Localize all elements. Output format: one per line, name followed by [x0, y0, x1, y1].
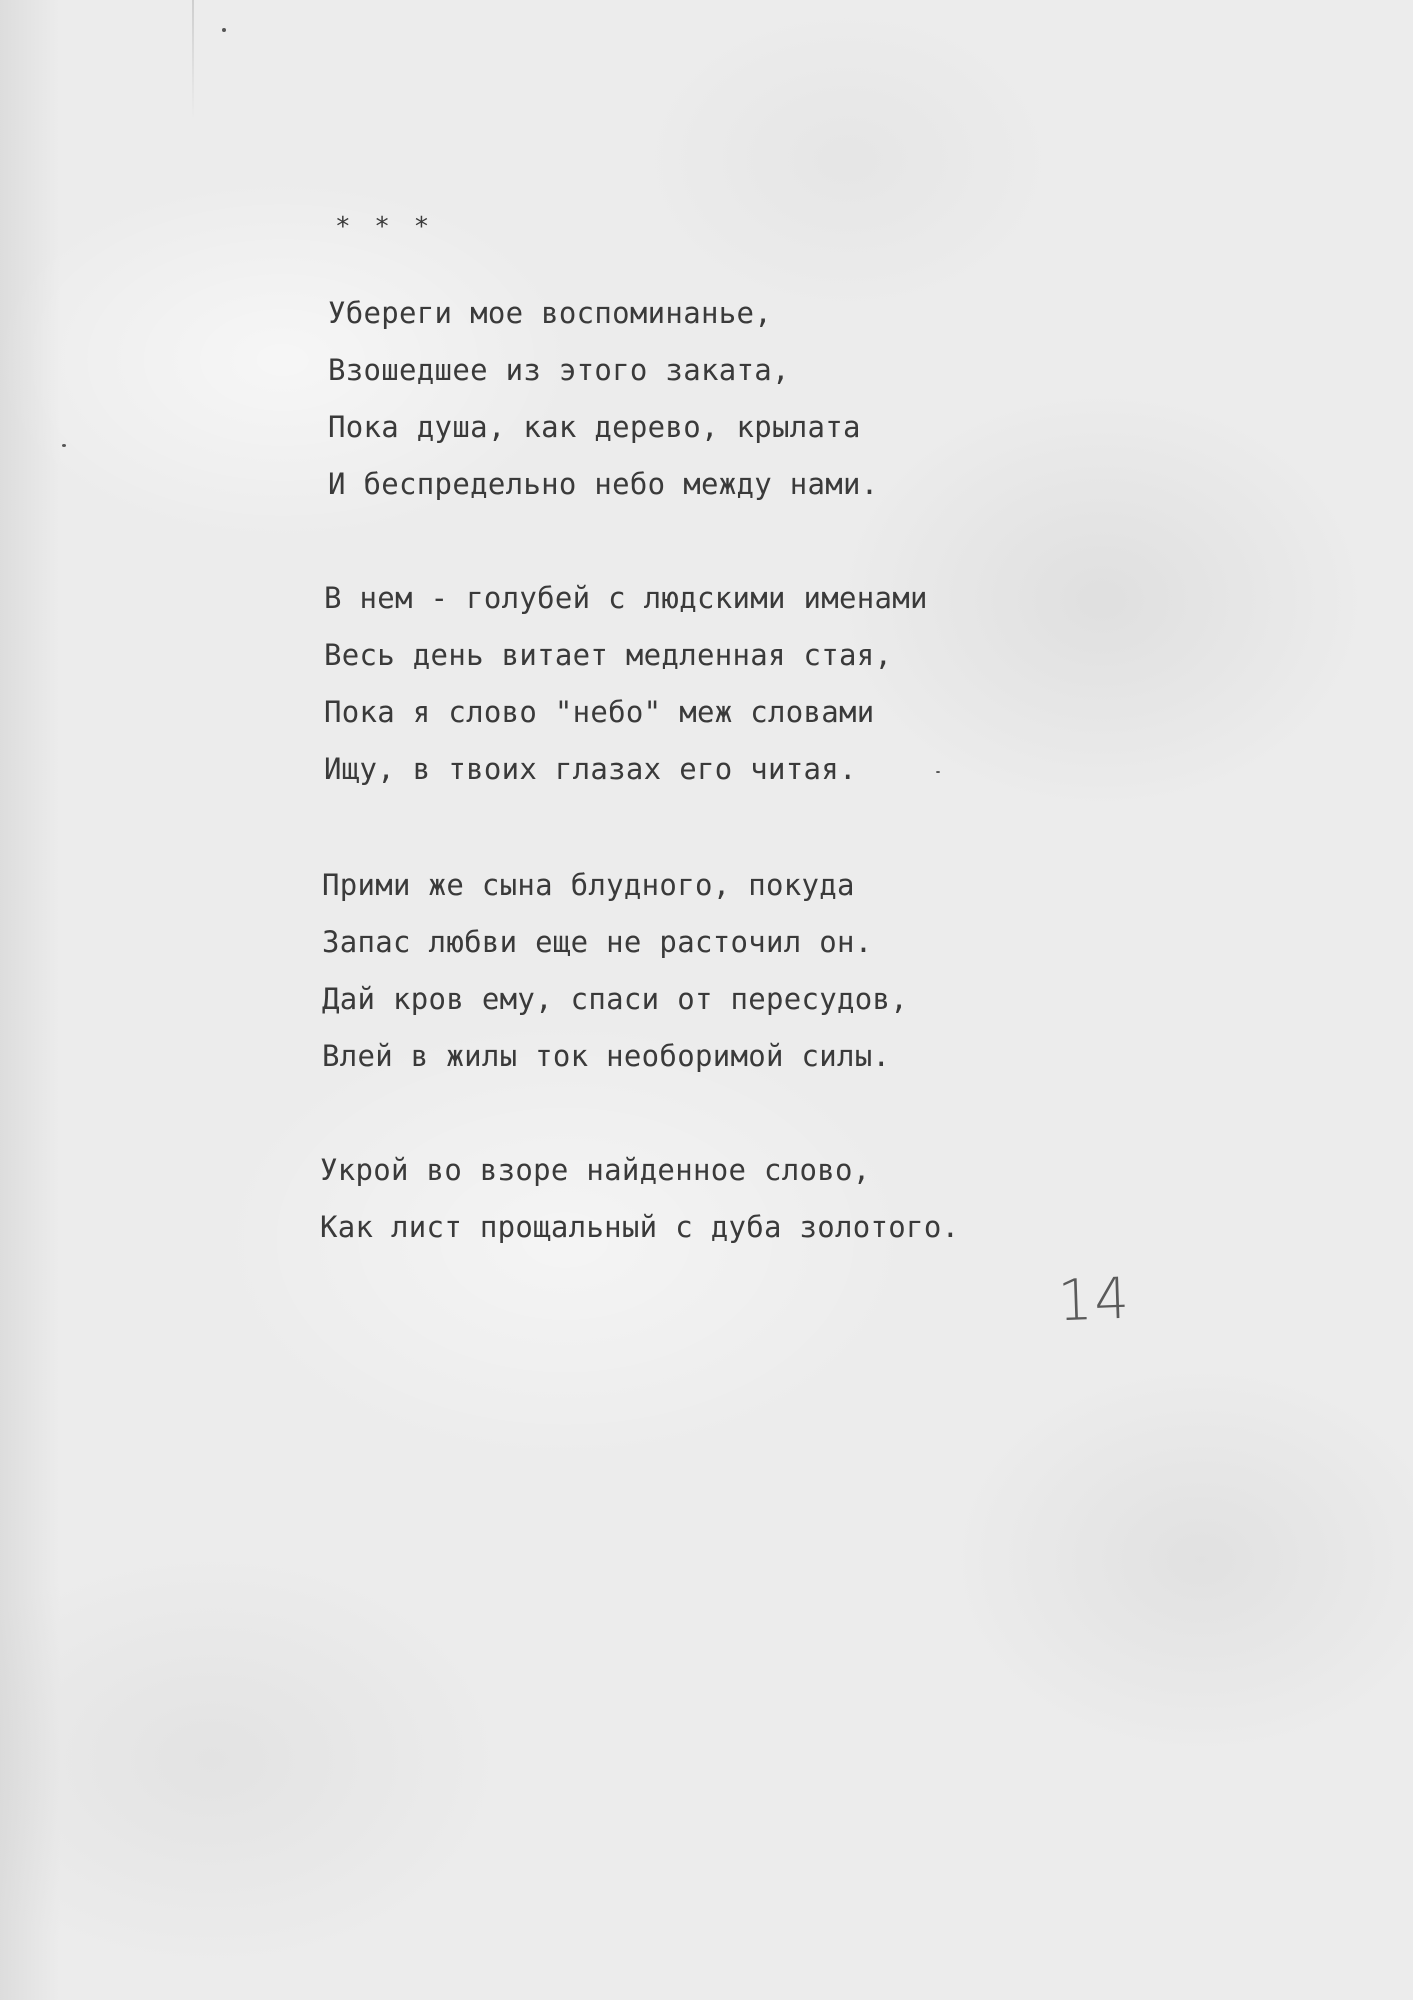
- poem-line: Ищу, в твоих глазах его читая.: [324, 752, 857, 786]
- paper-speck: [62, 444, 66, 447]
- poem-line: И беспредельно небо между нами.: [328, 467, 879, 501]
- paper-speck: [222, 28, 226, 32]
- paper-fold-mark: [192, 0, 194, 120]
- handwritten-page-number: 14: [1056, 1265, 1132, 1334]
- poem-line: Пока я слово "небо" меж словами: [324, 695, 875, 729]
- paper-speck: [936, 771, 940, 773]
- poem-line: Как лист прощальный с дуба золотого.: [320, 1210, 960, 1244]
- poem-line: Прими же сына блудного, покуда: [322, 868, 855, 902]
- section-separator: * * *: [335, 212, 434, 242]
- poem-line: Взошедшее из этого заката,: [328, 353, 790, 387]
- poem-line: Весь день витает медленная стая,: [324, 638, 893, 672]
- poem-line: В нем - голубей с людскими именами: [324, 581, 928, 615]
- poem-line: Укрой во взоре найденное слово,: [320, 1153, 871, 1187]
- paper-edge-shadow: [0, 0, 60, 2000]
- poem-line: Пока душа, как дерево, крылата: [328, 410, 861, 444]
- poem-line: Влей в жилы ток необоримой силы.: [322, 1039, 891, 1073]
- poem-line: Убереги мое воспоминанье,: [328, 296, 772, 330]
- poem-line: Запас любви еще не расточил он.: [322, 925, 873, 959]
- poem-line: Дай кров ему, спаси от пересудов,: [322, 982, 909, 1016]
